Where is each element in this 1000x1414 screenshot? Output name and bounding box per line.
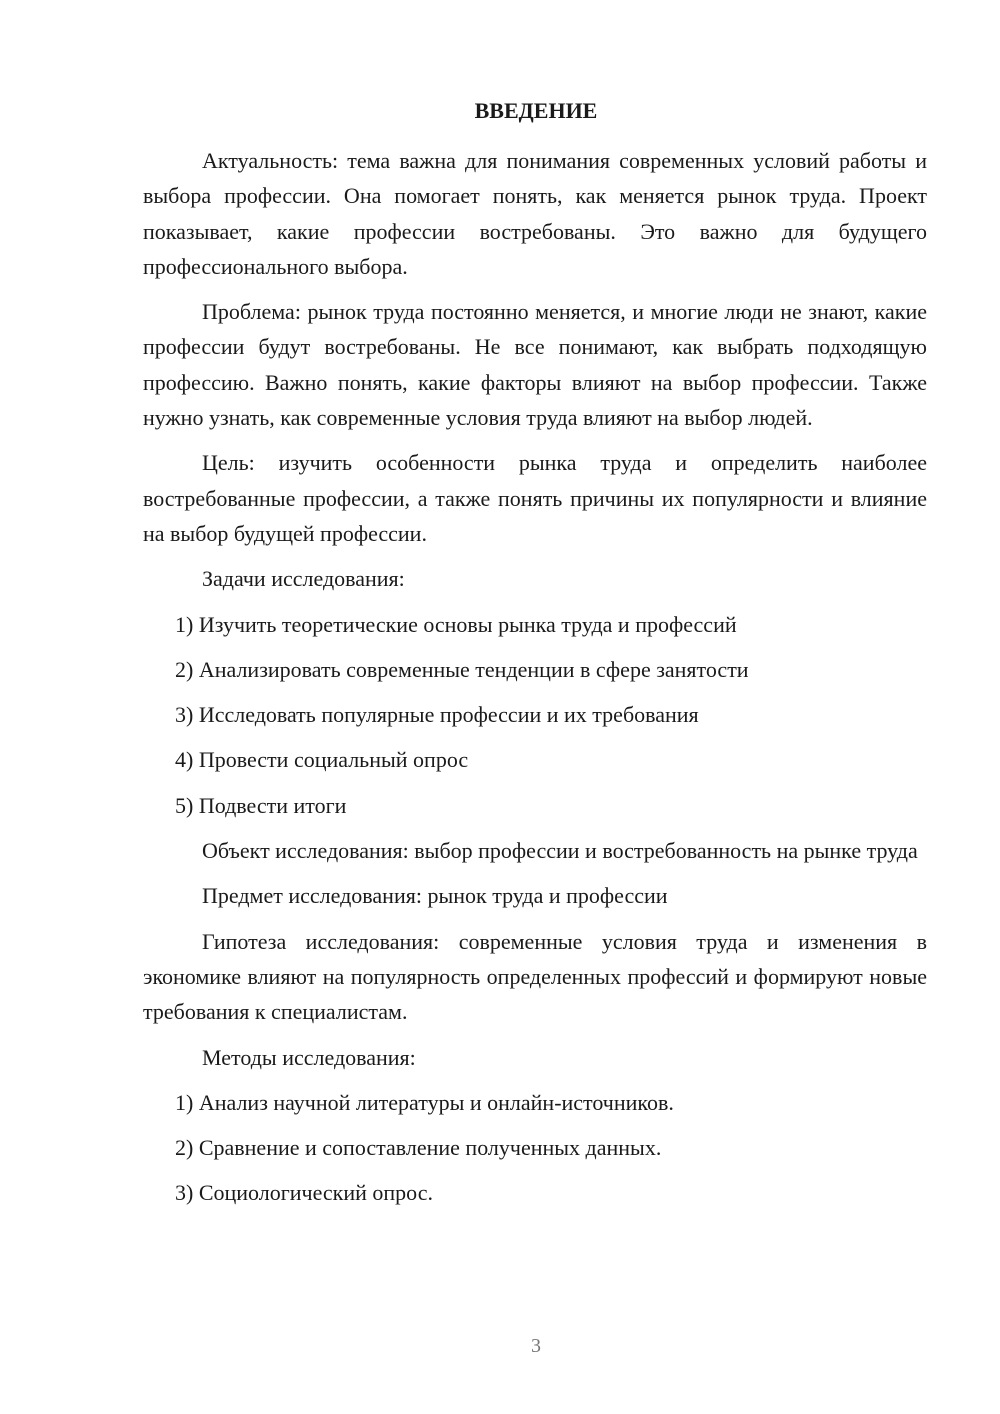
hypothesis-paragraph: Гипотеза исследования: современные условия труда и изменения в экономике влияют на популярность определенных профессий и формируют новые требования к специалистам.	[143, 928, 927, 1025]
list-item: 4) Провести социальный опрос	[175, 747, 469, 773]
document-body	[143, 143, 927, 1221]
list-item: 2) Анализировать современные тенденции в сфере занятости	[175, 656, 749, 682]
methods-list	[143, 1085, 927, 1211]
list-item: 3) Социологический опрос.	[175, 1180, 433, 1206]
methods-title: Методы исследования:	[202, 1044, 416, 1070]
tasks-list	[143, 607, 927, 823]
tasks-title: Задачи исследования:	[202, 566, 405, 592]
problem-paragraph: Проблема: рынок труда постоянно меняется, и многие люди не знают, какие профессии будут востребованы. Не все понимают, как выбрать подходящую профессию. Важно понять, какие факторы влияют на выбор профессии. Также нужно узнать, как современные условия труда влияют на выбор людей.	[143, 299, 927, 431]
section-heading: ВВЕДЕНИЕ	[474, 98, 598, 123]
subject-paragraph: Предмет исследования: рынок труда и профессии	[202, 883, 668, 909]
object-paragraph: Объект исследования: выбор профессии и востребованность на рынке труда	[202, 838, 918, 864]
list-item: 3) Исследовать популярные профессии и их требования	[175, 702, 699, 728]
list-item: 2) Сравнение и сопоставление полученных данных.	[175, 1135, 662, 1161]
relevance-paragraph: Актуальность: тема важна для понимания современных условий работы и выбора профессии. Она помогает понять, как меняется рынок труда. Проект показывает, какие профессии востребованы. Это важно для будущего профессионального выбора.	[143, 148, 927, 279]
list-item: 1) Анализ научной литературы и онлайн-источников.	[175, 1089, 674, 1115]
list-item: 1) Изучить теоретические основы рынка труда и профессий	[175, 611, 737, 637]
goal-paragraph: Цель: изучить особенности рынка труда и определить наиболее востребованные профессии, а также понять причины их популярности и влияние на выбор будущей профессии.	[143, 450, 927, 546]
list-item: 5) Подвести итоги	[175, 792, 347, 818]
page-number: 3	[531, 1335, 541, 1357]
